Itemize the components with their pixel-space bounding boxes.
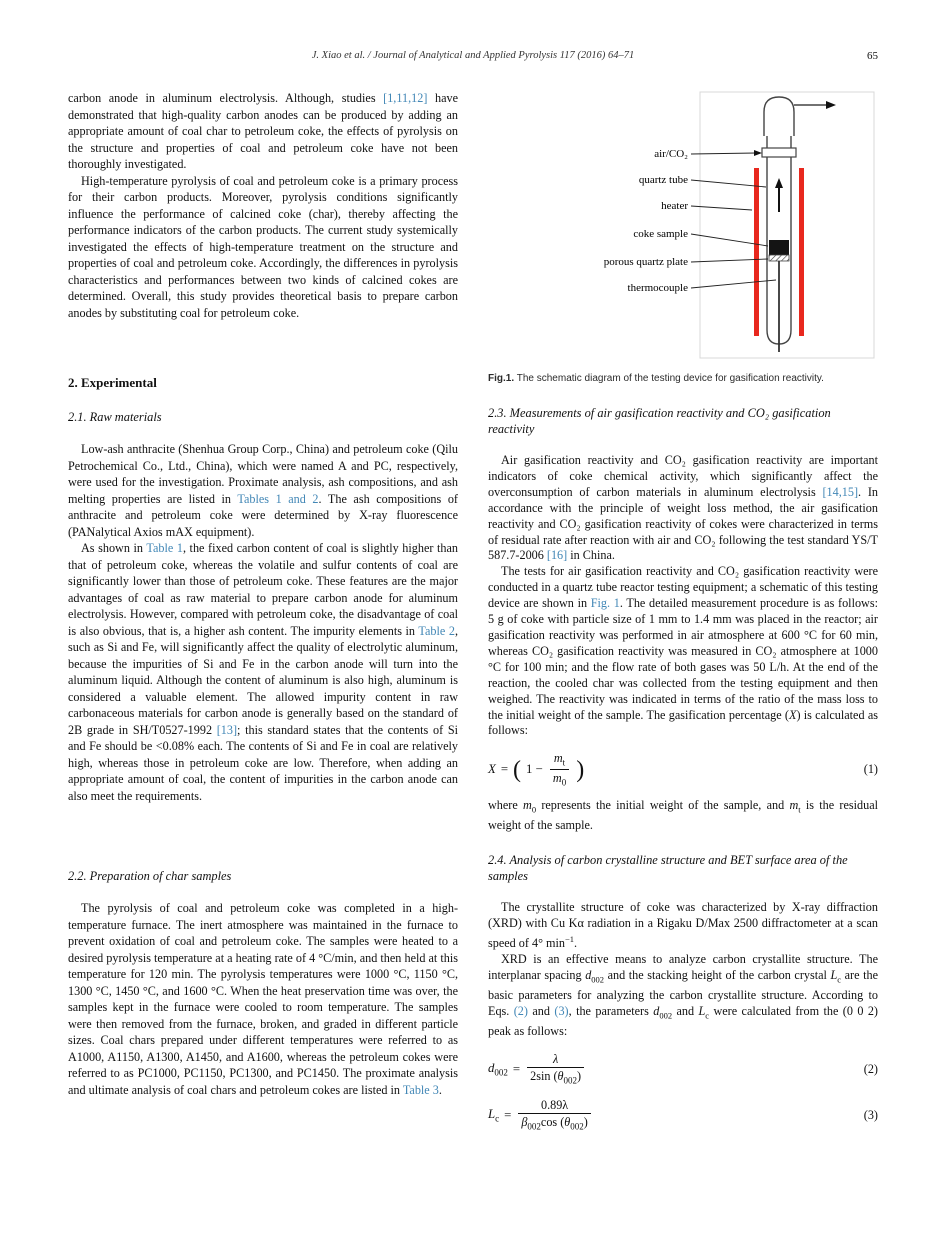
eq3-den-beta-sub: 002 xyxy=(527,1121,541,1132)
citation-link[interactable]: Table 2 xyxy=(418,623,455,638)
eq2-number: (2) xyxy=(863,1061,878,1076)
eq3-den-fn: cos ( xyxy=(540,1115,565,1130)
eq2-denominator xyxy=(527,1067,584,1086)
two-column-body xyxy=(68,90,878,1142)
leader-thermocouple xyxy=(691,280,776,288)
equation-3 xyxy=(488,1098,878,1132)
page-number: 65 xyxy=(867,50,878,62)
eq2-lhs-sub: 002 xyxy=(494,1067,508,1078)
figure-label-air-co2: air/CO₂ xyxy=(654,148,688,160)
eq1-den-base: m xyxy=(552,771,562,786)
citation-link[interactable]: (2) xyxy=(513,1004,528,1019)
eq3-den-theta-sub: 002 xyxy=(570,1121,584,1132)
eq3-lhs-sub: c xyxy=(495,1113,500,1124)
citation-link[interactable]: (3) xyxy=(554,1004,569,1019)
equation-2 xyxy=(488,1052,878,1086)
eq3-den-theta: θ xyxy=(564,1115,571,1130)
citation-link[interactable]: Tables 1 and 2 xyxy=(237,491,319,506)
heater-bar-left xyxy=(754,168,759,336)
eq1-num-base: m xyxy=(553,751,563,766)
coke-sample-block xyxy=(769,240,789,255)
reactor-bulb xyxy=(764,97,794,136)
eq2-den-close: ) xyxy=(577,1069,582,1084)
citation-link[interactable]: [13] xyxy=(216,722,238,737)
citation-link[interactable]: [16] xyxy=(546,548,568,563)
eq1-denominator xyxy=(550,769,569,788)
eq2-den-pre: 2sin ( xyxy=(530,1069,558,1084)
inlet-joint xyxy=(762,148,796,157)
eq2-lhs xyxy=(488,1061,508,1078)
eq1-num-sub: t xyxy=(562,757,566,768)
eq3-numerator: 0.89λ xyxy=(540,1098,569,1113)
citation-link[interactable]: Table 1 xyxy=(146,541,183,555)
eq1-equals: = xyxy=(500,762,509,777)
figure-border xyxy=(700,92,874,358)
eq3-den-beta: β xyxy=(521,1115,528,1130)
subsection-heading-gasification-measurements: 2.3. Measurements of air gasification reactivity and CO₂ gasification reactivity xyxy=(488,406,831,436)
paragraph-gasification-procedure: The tests for air gasification reactivity and CO₂ gasification reactivity were conducted in a quartz tube reactor testing equipment; a schematic of this testing device are shown in Fig. 1. The detailed measurement procedure is as follows: 5 g of coke with particle size of 1 mm to 1.4 mm was placed in the reactor; air gasification reactivity was performed in air atmosphere at 600 °C for 60 min, whereas CO₂ gasification reactivity was measured in CO₂ atmosphere at 1000 °C for 100 min; and the flow rate of both gases was 50 L/h. At the end of the reaction, the cooled char was collected from the testing equipment and then weighed. The reactivity was indicated in terms of the ratio of the mass loss to the initial weight of the sample. The gasification percentage (X) is calculated as follows: xyxy=(488,564,878,738)
eq2-fraction xyxy=(527,1052,584,1086)
subsection-heading-raw-materials: 2.1. Raw materials xyxy=(68,410,162,424)
citation-link[interactable]: Table 3 xyxy=(402,1082,439,1097)
figure-caption-label: Fig.1. xyxy=(488,373,515,384)
eq2-numerator: λ xyxy=(552,1052,559,1067)
figure-label-heater: heater xyxy=(661,200,688,212)
eq1-fraction xyxy=(550,751,569,788)
paragraph-equation-variables: where $m_0$ represents the initial weight of the sample, and $m_t$ is the residual weight of the sample. xyxy=(488,797,878,833)
citation-link[interactable]: Fig. 1 xyxy=(590,596,620,611)
leader-air-co2 xyxy=(691,153,756,154)
eq1-numerator xyxy=(551,751,568,769)
equation-1: X = ( 1 − $\frac{m_t}{m_0}$ ) (1) xyxy=(488,751,878,788)
paragraph-xrd-parameters: XRD is an effective means to analyze carbon crystallite structure. The interplanar spacing $d_{002}$ and the stacking height of the carbon crystal $L_c$ are the basic parameters for analyzing the carbon crystallite structure. According to Eqs. (2) and (3), the parameters $d_{002}$ and $L_c$ were calculated from the (0 0 2) peak as follows: xyxy=(488,951,878,1039)
subsection-heading-xrd-bet: 2.4. Analysis of carbon crystalline structure and BET surface area of the samples xyxy=(488,853,848,884)
gas-flow-arrow-icon xyxy=(775,178,783,188)
figure-label-porous-quartz-plate: porous quartz plate xyxy=(603,256,688,268)
figure-label-quartz-tube: quartz tube xyxy=(638,174,688,186)
eq2-equals: = xyxy=(512,1061,521,1076)
figure-1-caption xyxy=(488,372,878,385)
eq3-den-close: ) xyxy=(583,1115,588,1130)
paragraph-pyrolysis-overview: High-temperature pyrolysis of coal and petroleum coke is a primary process for their carbon products. Moreover, pyrolysis conditions significantly influence the performance of calcined coke (char), thereby affecting the performance indicators of the carbon products. The current study systemically investigated the effects of high-temperature treatment on the structure and properties of coal and petroleum coke. Accordingly, the differences in pyrolysis characteristics and performances between two kinds of calcined cokes are determined. Overall, this study provides theoretical basis to prepare carbon anodes by substituting coal for petroleum coke. xyxy=(68,173,458,320)
eq1-den-sub: 0 xyxy=(561,777,567,788)
eq3-equals: = xyxy=(504,1107,512,1122)
figure-caption-text: The schematic diagram of the testing device for gasification reactivity. xyxy=(516,373,824,384)
journal-citation: J. Xiao et al. / Journal of Analytical and Applied Pyrolysis 117 (2016) 64–71 xyxy=(311,50,635,61)
figure-label-coke-sample: coke sample xyxy=(633,228,688,240)
citation-link[interactable]: [14,15] xyxy=(822,484,859,499)
paragraph-gasification-intro: Air gasification reactivity and CO₂ gasification reactivity are important indicators of coke chemical activity, which significantly affect the overconsumption of carbon materials in aluminum electrolysis [14,15]. In accordance with the principle of weight loss method, the air gasification reactivity and CO₂ gasification reactivity of cokes were characterized in terms of residual rate after reaction with air and CO₂ following the test standard YS/T 587.7-2006 [16] in China. xyxy=(488,453,878,563)
paragraph-char-preparation: The pyrolysis of coal and petroleum coke was completed in a high-temperature furnace. The inert atmosphere was maintained in the furnace to prevent oxidation of coal and petroleum coke. The samples were heated to a desired pyrolysis temperature at a heating rate of 4 °C/min, and then held at this temperature for 120 min. The pyrolysis temperatures were 1000 °C, 1150 °C, 1300 °C, 1450 °C, and 1600 °C. When the heat preservation time was over, the samples kept in the furnace were cooled to room temperature. The samples were then removed from the furnace, broken, and graded in different particle sizes. Coal chars prepared under different temperatures were referred to as A1000, A1150, A1300, A1450, and A1600, whereas the petroleum cokes were referred to as PC1000, PC1150, PC1300, and PC1450. The proximate analysis and ultimate analysis of coal chars and petroleum cokes are listed in Table 3. xyxy=(68,901,458,1097)
eq2-den-sub: 002 xyxy=(563,1075,578,1086)
eq3-lhs xyxy=(488,1107,499,1124)
eq2-lhs-base: d xyxy=(488,1060,495,1075)
eq2-den-var: θ xyxy=(557,1069,564,1084)
figure-label-thermocouple: thermocouple xyxy=(627,282,688,294)
figure-1 xyxy=(488,90,878,385)
citation-link[interactable]: [1,11,12] xyxy=(383,91,428,105)
eq3-denominator xyxy=(518,1113,591,1132)
left-column xyxy=(68,90,458,1142)
paragraph-table-discussion: As shown in Table 1, the fixed carbon content of coal is slightly higher than that of petroleum coke, whereas the volatile and sulfur contents of coal are significantly lower than those of petroleum coke. These features are the major advantages of coal as raw material to prepare carbon anode for aluminum electrolysis. However, compared with petroleum coke, the disadvantage of coal is also obvious, that is, a higher ash content. The impurity elements in Table 2, such as Si and Fe, will significantly affect the quality of electrolytic aluminum, because the impurities of Si and Fe in the carbon anode will turn into the aluminum liquid. Although the content of aluminum is also high, aluminum is considered a valuable element. The allowed impurity content in raw carbonaceous materials for carbon anode is generally based on the standard of 2B grade in SH/T0527-1992 [13]; this standard states that the contents of Si and Fe should be <0.08% each. The contents of Si and Fe in coal are relatively high, whereas those in petroleum coke are low. Therefore, when adding an appropriate amount of coal, the content of impurities in the carbon anode can also meet the requirements. xyxy=(68,541,458,803)
eq3-number: (3) xyxy=(863,1107,878,1122)
paragraph-intro-continued: carbon anode in aluminum electrolysis. Although, studies [1,11,12] have demonstrated that high-quality carbon anodes can be produced by adding an appropriate amount of coal char to petroleum coke, the effects of pyrolysis on the structure and properties of coal and petroleum coke have not been thoroughly investigated. xyxy=(68,91,458,171)
heater-bar-right xyxy=(799,168,804,336)
eq3-lhs-base: L xyxy=(488,1106,496,1121)
paragraph-xrd-setup: The crystallite structure of coke was characterized by X-ray diffraction (XRD) with Cu Kα radiation in a Rigaku D/Max 2500 diffractometer at a scan speed of 4° $\min^{-1}$. xyxy=(488,900,878,950)
eq1-pre: 1 − xyxy=(526,762,543,777)
section-heading-experimental: 2. Experimental xyxy=(68,375,157,390)
figure-1-schematic xyxy=(488,90,878,362)
eq1-lhs: X xyxy=(488,762,496,777)
porous-quartz-plate-shape xyxy=(769,255,789,261)
outlet-arrow-icon xyxy=(826,101,836,109)
subsection-heading-char-samples: 2.2. Preparation of char samples xyxy=(68,869,232,883)
right-column xyxy=(488,90,878,1142)
eq1-number: (1) xyxy=(863,762,878,777)
paragraph-raw-materials: Low-ash anthracite (Shenhua Group Corp., China) and petroleum coke (Qilu Petrochemical Co., Ltd., China), which were named A and PC, respectively, were used for the investigation. Proximate analysis, ash compositions, and ash melting properties are listed in Tables 1 and 2. The ash compositions of anthracite and petroleum coke were determined by X-ray fluorescence (PANalytical Axios mAX equipment). xyxy=(68,442,458,539)
eq3-fraction xyxy=(518,1098,591,1132)
inlet-arrow-icon xyxy=(754,150,762,156)
running-head xyxy=(68,50,878,64)
